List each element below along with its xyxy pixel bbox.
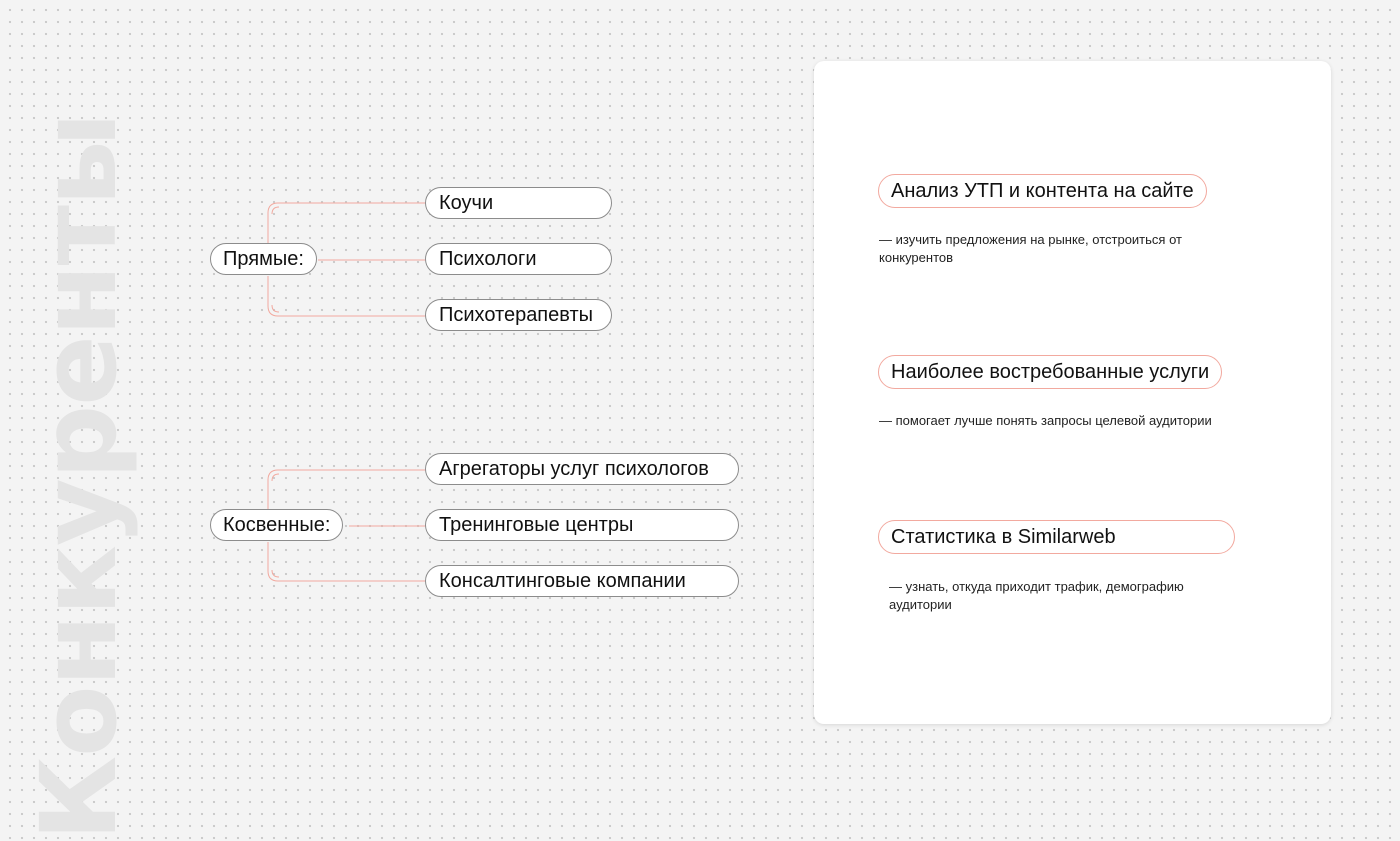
indirect-item-consulting: Консалтинговые компании bbox=[425, 565, 739, 597]
analysis-card bbox=[814, 61, 1331, 724]
direct-item-coaches: Коучи bbox=[425, 187, 612, 219]
indirect-item-training-centers: Тренинговые центры bbox=[425, 509, 739, 541]
direct-item-psychotherapists: Психотерапевты bbox=[425, 299, 612, 331]
feature-similarweb-title: Статистика в Similarweb bbox=[878, 520, 1235, 554]
connector-direct-top-inner bbox=[272, 207, 279, 214]
direct-group-label: Прямые: bbox=[210, 243, 317, 275]
connector-indirect-bottom-inner bbox=[272, 570, 279, 577]
feature-similarweb-desc: — узнать, откуда приходит трафик, демографию аудитории bbox=[889, 579, 1184, 612]
direct-item-psychologists: Психологи bbox=[425, 243, 612, 275]
connector-indirect-top-inner bbox=[272, 474, 279, 481]
connector-indirect-top bbox=[268, 470, 426, 510]
feature-usp-analysis-desc: — изучить предложения на рынке, отстроиться от конкурентов bbox=[879, 232, 1182, 265]
connector-indirect-bottom bbox=[268, 542, 426, 581]
indirect-group-label: Косвенные: bbox=[210, 509, 343, 541]
connector-direct-bottom bbox=[268, 276, 426, 316]
side-title: Конкуренты bbox=[18, 113, 140, 841]
feature-popular-services-desc: — помогает лучше понять запросы целевой аудитории bbox=[879, 413, 1212, 428]
connector-direct-top bbox=[268, 203, 426, 244]
indirect-item-aggregators: Агрегаторы услуг психологов bbox=[425, 453, 739, 485]
connector-direct-bottom-inner bbox=[272, 305, 279, 312]
feature-popular-services-title: Наиболее востребованные услуги bbox=[878, 355, 1222, 389]
feature-usp-analysis-title: Анализ УТП и контента на сайте bbox=[878, 174, 1207, 208]
